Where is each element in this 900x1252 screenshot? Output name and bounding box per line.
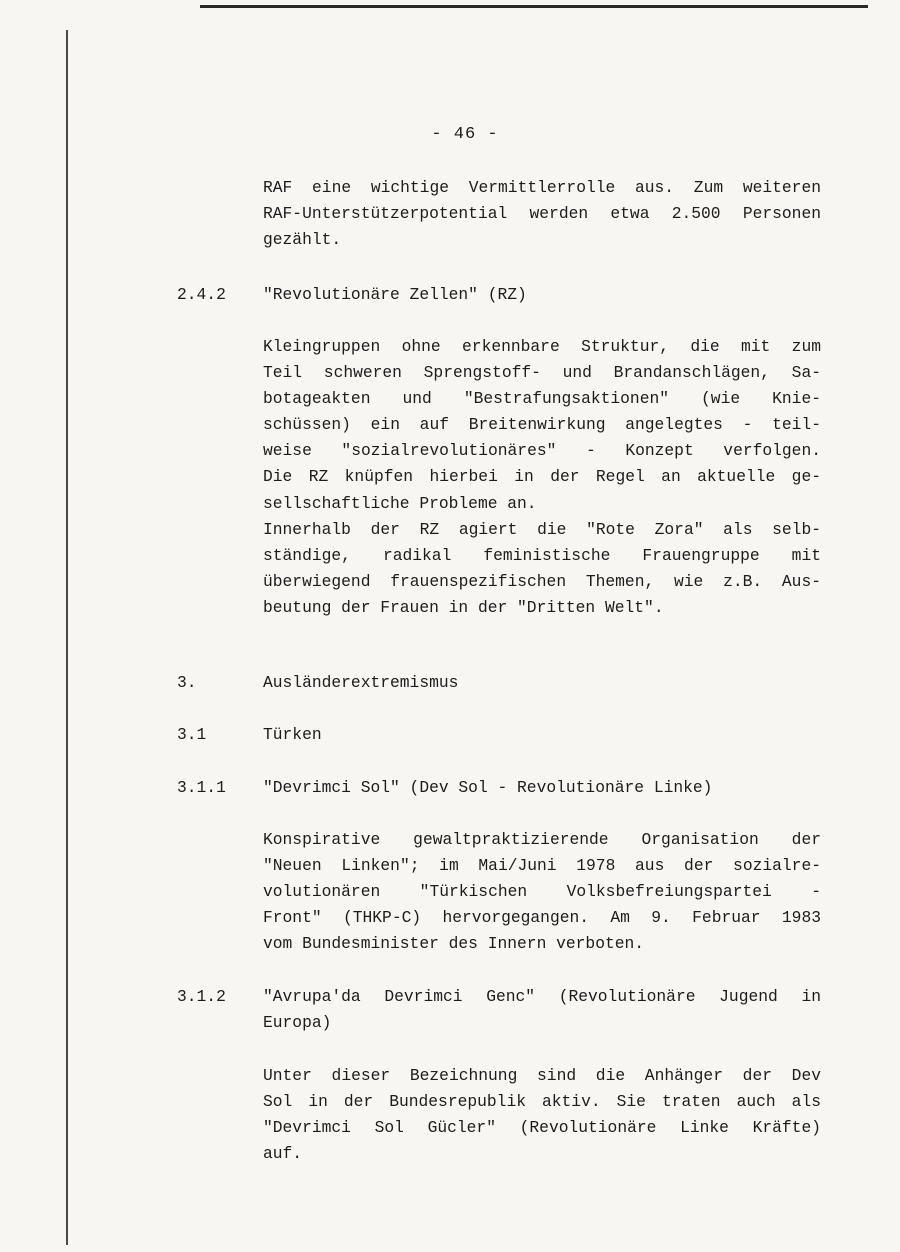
continuation-paragraph [263, 175, 821, 253]
section-number: 3.1 [177, 725, 207, 744]
title-line: "Avrupa'da Devrimci Genc" (Revolutionäre Jugend in [263, 987, 821, 1006]
text-line: sellschaftliche Probleme an. [263, 493, 537, 513]
text-line: RAF eine wichtige Vermittlerrolle aus. Zum weiteren [263, 178, 821, 197]
section-title: "Devrimci Sol" (Dev Sol - Revolutionäre Linke) [263, 778, 713, 797]
text-line: überwiegend frauenspezifischen Themen, wie z.B. Aus- [263, 571, 821, 591]
page-number: - 46 - [431, 125, 499, 144]
section-title: "Revolutionäre Zellen" (RZ) [263, 285, 527, 304]
text-line: volutionären "Türkischen Volksbefreiungspartei - [263, 882, 821, 902]
section-number: 3.1.1 [177, 778, 226, 797]
title-line: Europa) [263, 1013, 332, 1033]
binding-edge [66, 30, 68, 1245]
text-line: Teil schweren Sprengstoff- und Brandanschlägen, Sa- [263, 363, 821, 383]
section-title-3-1-2 [263, 984, 821, 1036]
text-line: Die RZ knüpfen hierbei in der Regel an aktuelle ge- [263, 467, 821, 487]
section-number: 3.1.2 [177, 987, 226, 1006]
section-title: Türken [263, 725, 322, 744]
text-line: auf. [263, 1144, 303, 1164]
top-scan-edge [200, 5, 868, 8]
section-body-2-4-2 [263, 334, 821, 621]
text-line: Sol in der Bundesrepublik aktiv. Sie traten auch als [263, 1092, 821, 1112]
section-title: Ausländerextremismus [263, 673, 459, 692]
section-body-3-1-1 [263, 827, 821, 957]
text-line: "Neuen Linken"; im Mai/Juni 1978 aus der sozialre- [263, 856, 821, 876]
section-number: 2.4.2 [177, 285, 226, 304]
text-line: beutung der Frauen in der "Dritten Welt". [263, 597, 664, 617]
section-number: 3. [177, 673, 197, 692]
text-line: Kleingruppen ohne erkennbare Struktur, die mit zum [263, 337, 821, 356]
text-line: gezählt. [263, 230, 342, 250]
text-line: schüssen) ein auf Breitenwirkung angelegtes - teil- [263, 415, 821, 435]
section-body-3-1-2 [263, 1063, 821, 1167]
text-line: RAF-Unterstützerpotential werden etwa 2.500 Personen [263, 204, 821, 224]
text-line: Konspirative gewaltpraktizierende Organisation der [263, 830, 821, 849]
text-line: Innerhalb der RZ agiert die "Rote Zora" als selb- [263, 519, 821, 539]
text-line: ständige, radikal feministische Frauengruppe mit [263, 545, 821, 565]
text-line: weise "sozialrevolutionäres" - Konzept verfolgen. [263, 441, 821, 461]
text-line: Front" (THKP-C) hervorgegangen. Am 9. Februar 1983 [263, 908, 821, 928]
text-line: vom Bundesminister des Innern verboten. [263, 934, 645, 954]
text-line: "Devrimci Sol Gücler" (Revolutionäre Linke Kräfte) [263, 1118, 821, 1138]
text-line: botageakten und "Bestrafungsaktionen" (wie Knie- [263, 389, 821, 409]
text-line: Unter dieser Bezeichnung sind die Anhänger der Dev [263, 1066, 821, 1085]
